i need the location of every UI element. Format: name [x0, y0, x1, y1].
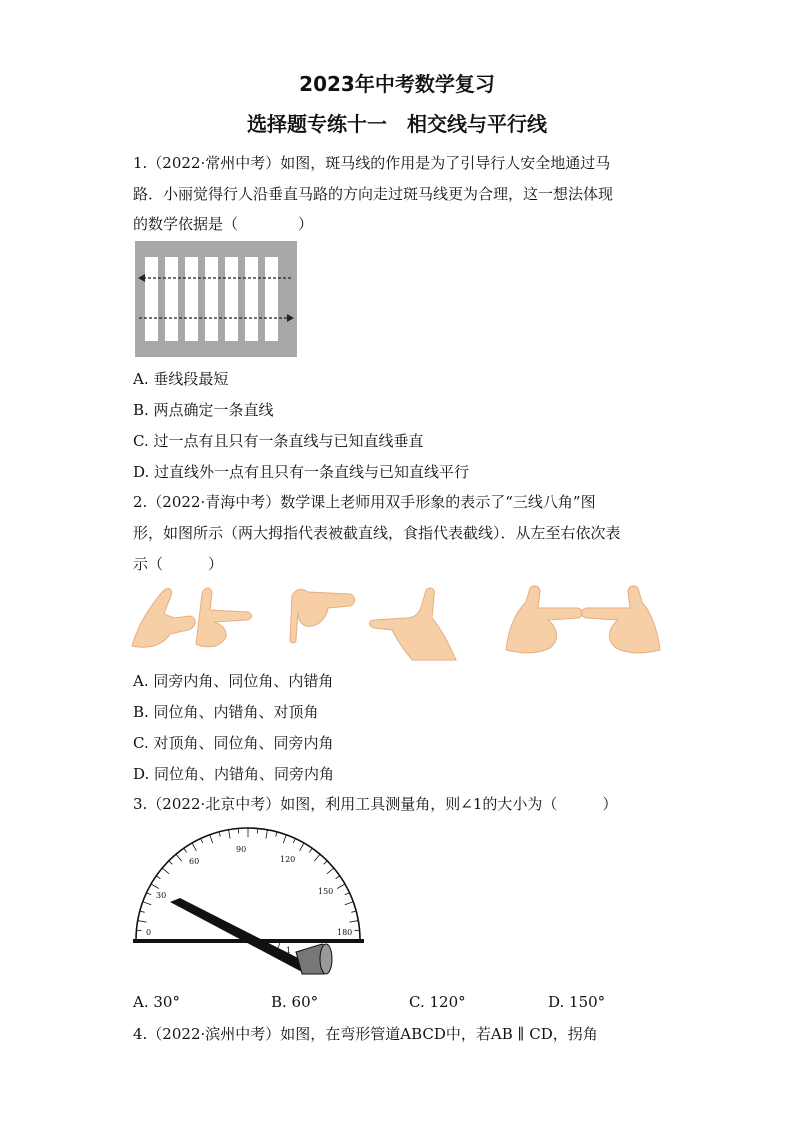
protractor-label-30: 30	[156, 891, 167, 900]
question-1-line-3: 的数学依据是（ ）	[133, 215, 314, 233]
protractor-tick	[151, 884, 159, 889]
hand-pair-1	[132, 588, 252, 647]
protractor-tick	[327, 868, 334, 874]
protractor-tick	[201, 838, 203, 843]
question-3-option-b: B. 60°	[271, 993, 319, 1011]
question-2-option-d: D. 同位角、内错角、同旁内角	[133, 765, 335, 783]
protractor-tick	[156, 876, 160, 879]
protractor-tick	[266, 830, 268, 839]
question-2-option-c: C. 对顶角、同位角、同旁内角	[133, 734, 334, 752]
protractor-tick	[192, 843, 197, 851]
question-1-option-a: A. 垂线段最短	[133, 370, 229, 388]
protractor-label-60: 60	[189, 857, 200, 866]
protractor-tick	[169, 861, 173, 865]
protractor-tick	[229, 830, 231, 839]
question-2-line-3: 示（ ）	[133, 555, 224, 573]
question-2-line-2: 形，如图所示（两大拇指代表被截直线，食指代表截线）．从左至右依次表	[133, 524, 621, 542]
protractor-tick	[143, 902, 151, 905]
protractor-tick	[345, 902, 353, 905]
protractor-label-0: 0	[146, 928, 152, 937]
question-3-option-a: A. 30°	[133, 993, 180, 1011]
page-subtitle: 选择题专练十一 相交线与平行线	[247, 112, 547, 136]
protractor-tick	[300, 843, 305, 851]
hand-gestures-figure	[130, 584, 665, 664]
protractor-tick	[336, 876, 340, 879]
protractor-label-90: 90	[236, 845, 247, 854]
protractor-tick	[184, 848, 187, 852]
protractor-tick	[351, 911, 356, 912]
protractor-tick	[324, 861, 328, 865]
question-1-option-d: D. 过直线外一点有且只有一条直线与已知直线平行	[133, 463, 470, 481]
question-2-line-1: 2.（2022·青海中考）数学课上老师用双手形象的表示了“三线八角”图	[133, 493, 596, 511]
protractor-figure	[130, 822, 366, 982]
protractor-tick	[138, 921, 147, 923]
question-3-option-d: D. 150°	[548, 993, 606, 1011]
protractor-tick	[219, 832, 220, 837]
protractor-label-120: 120	[280, 855, 296, 864]
protractor-tick	[140, 911, 145, 912]
protractor-label-150: 150	[318, 887, 334, 896]
protractor-tick	[146, 893, 151, 895]
protractor-tick	[162, 868, 169, 874]
question-1-option-b: B. 两点确定一条直线	[133, 401, 274, 419]
question-2-option-a: A. 同旁内角、同位角、内错角	[133, 672, 334, 690]
question-3-option-c: C. 120°	[409, 993, 466, 1011]
question-3-line-1: 3.（2022·北京中考）如图，利用工具测量角，则∠1的大小为（ ）	[133, 795, 618, 813]
protractor-tick	[337, 884, 345, 889]
hand-pair-2	[290, 588, 456, 660]
angle-1-label: 1	[286, 946, 292, 955]
zebra-crossing-figure	[135, 241, 297, 357]
page-title: 2023年中考数学复习	[299, 72, 495, 96]
protractor-tick	[349, 921, 358, 923]
protractor-tick	[345, 893, 350, 895]
question-1-line-1: 1.（2022·常州中考）如图，斑马线的作用是为了引导行人安全地通过马	[133, 154, 611, 172]
hand-pair-3	[506, 586, 660, 653]
protractor-tick	[176, 854, 182, 861]
protractor-label-180: 180	[337, 928, 353, 937]
protractor-tick	[283, 835, 286, 843]
question-2-option-b: B. 同位角、内错角、对顶角	[133, 703, 319, 721]
question-1-option-c: C. 过一点有且只有一条直线与已知直线垂直	[133, 432, 424, 450]
protractor-tick	[293, 838, 295, 843]
protractor-tick	[314, 854, 320, 861]
protractor-tick	[276, 832, 277, 837]
question-1-line-2: 路．小丽觉得行人沿垂直马路的方向走过斑马线更为合理，这一想法体现	[133, 185, 614, 203]
protractor-tick	[210, 835, 213, 843]
question-4-line-1: 4.（2022·滨州中考）如图，在弯形管道ABCD中，若AB ∥ CD，拐角	[133, 1025, 598, 1043]
protractor-tick	[309, 848, 312, 852]
